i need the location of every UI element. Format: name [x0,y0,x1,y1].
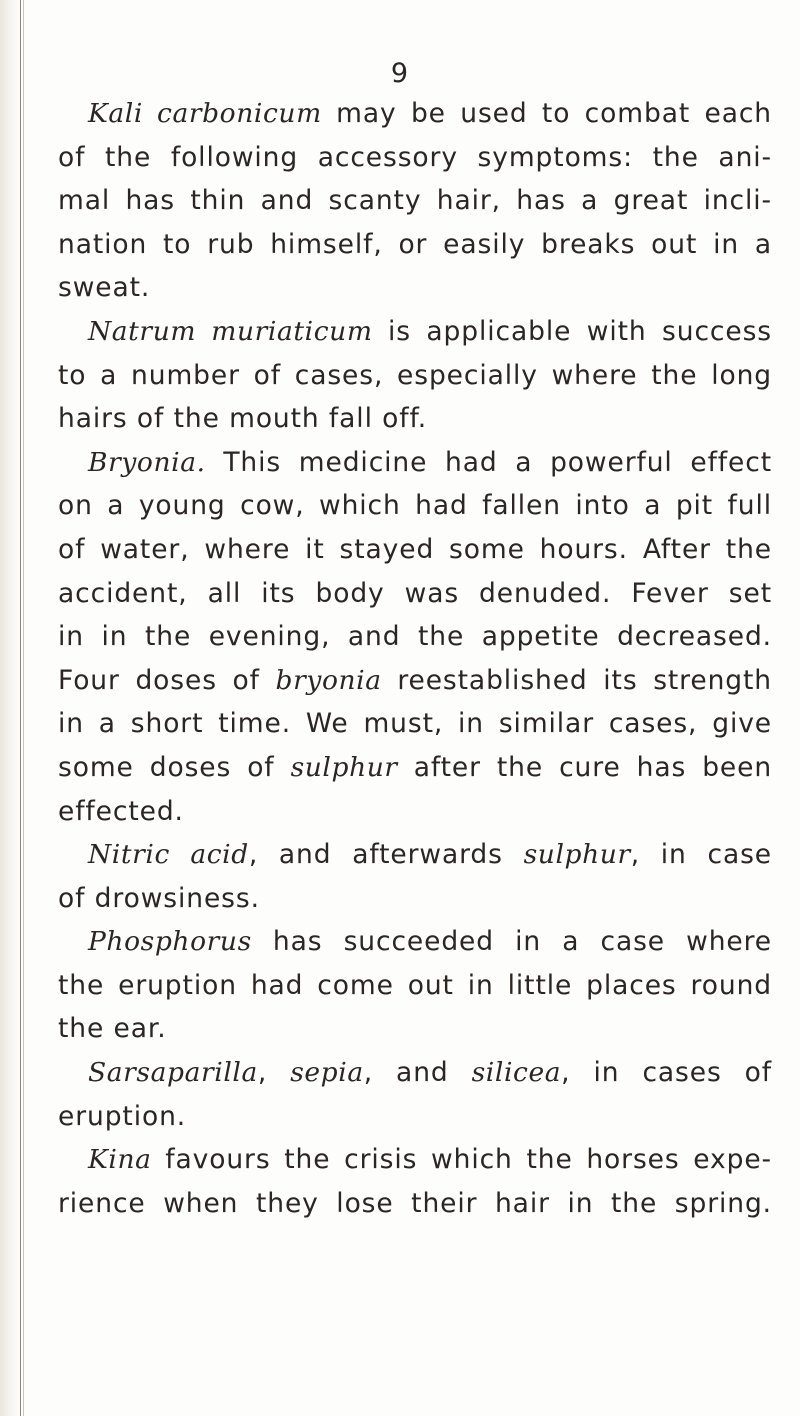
paragraph-bryonia-line-2: on a young cow, which had fallen into a pit full [58,490,772,522]
page-binding-edge-inner [23,0,24,1416]
paragraph-natrum-line-1 [58,310,772,354]
paragraph-bryonia-line-9: effected. [58,795,184,827]
text-run: favours the crisis which the horses expe- [165,1144,772,1176]
paragraph-kina-line-1 [58,1138,772,1182]
paragraph-bryonia-line-5: in in the evening, and the appetite decreased. [58,621,772,653]
paragraph-nitric-line-2: of drowsiness. [58,882,260,914]
page-binding-edge [20,0,21,1416]
paragraph-sarsaparilla-line-1 [58,1051,772,1095]
text-run: may be used to combat each [336,98,772,129]
remedy-name: Bryonia. [88,446,206,478]
paragraph-phosphorus-line-2: the eruption had come out in little places round [58,969,772,1001]
remedy-name: Sarsaparilla [88,1057,258,1089]
remedy-name: Kina [88,1144,152,1176]
paragraph-kali-line-3: mal has thin and scanty hair, has a great incli- [58,185,772,217]
text-run: is applicable with success [388,315,772,347]
paragraph-kali-line-5: sweat. [58,272,151,304]
remedy-name: Kali carbonicum [88,98,322,129]
text-run: , in case [630,839,773,871]
text-run: Four doses of [58,664,260,696]
body-text [58,92,772,1225]
text-run: some doses of [58,751,275,783]
paragraph-bryonia-line-8 [58,746,772,790]
paragraph-natrum-line-2: to a number of cases, especially where the long [58,359,772,391]
text-run: , in cases of [561,1057,772,1089]
paragraph-kali-line-1 [58,92,772,136]
paragraph-kali-line-2: of the following accessory symptoms: the ani- [58,141,772,173]
remedy-name: bryonia [275,664,382,696]
text-run: after the cure has been [413,751,773,783]
paragraph-nitric-line-1 [58,833,772,877]
paragraph-bryonia-line-1 [58,441,772,485]
paragraph-sarsaparilla-line-2: eruption. [58,1100,187,1132]
paragraph-bryonia-line-3: of water, where it stayed some hours. After the [58,533,772,565]
text-run: , and afterwards [248,839,503,871]
remedy-name: silicea [471,1057,562,1089]
text-run: , and [363,1057,449,1089]
remedy-name: Natrum muriaticum [88,315,373,347]
text-run: , [257,1057,268,1089]
text-run: This medicine had a powerful effect [223,446,772,478]
paragraph-kina-line-2: rience when they lose their hair in the spring. [58,1187,772,1219]
remedy-name: sepia [290,1057,364,1089]
paragraph-kali-line-4: nation to rub himself, or easily breaks out in a [58,228,772,260]
paragraph-bryonia-line-4: accident, all its body was denuded. Fever set [58,577,772,609]
page-number: 9 [390,58,410,89]
text-run: has succeeded in a case where [272,926,773,958]
remedy-name: Phosphorus [88,926,252,958]
remedy-name: sulphur [523,839,631,871]
paragraph-bryonia-line-6 [58,659,772,703]
paragraph-bryonia-line-7: in a short time. We must, in similar cases, give [58,708,772,740]
page-gutter-shadow [0,0,22,1416]
paragraph-phosphorus-line-1 [58,920,772,964]
paragraph-phosphorus-line-3: the ear. [58,1013,167,1045]
remedy-name: Nitric acid [88,839,249,871]
remedy-name: sulphur [290,751,398,783]
text-run: reestablished its strength [397,664,773,696]
paragraph-natrum-line-3: hairs of the mouth fall off. [58,403,428,435]
